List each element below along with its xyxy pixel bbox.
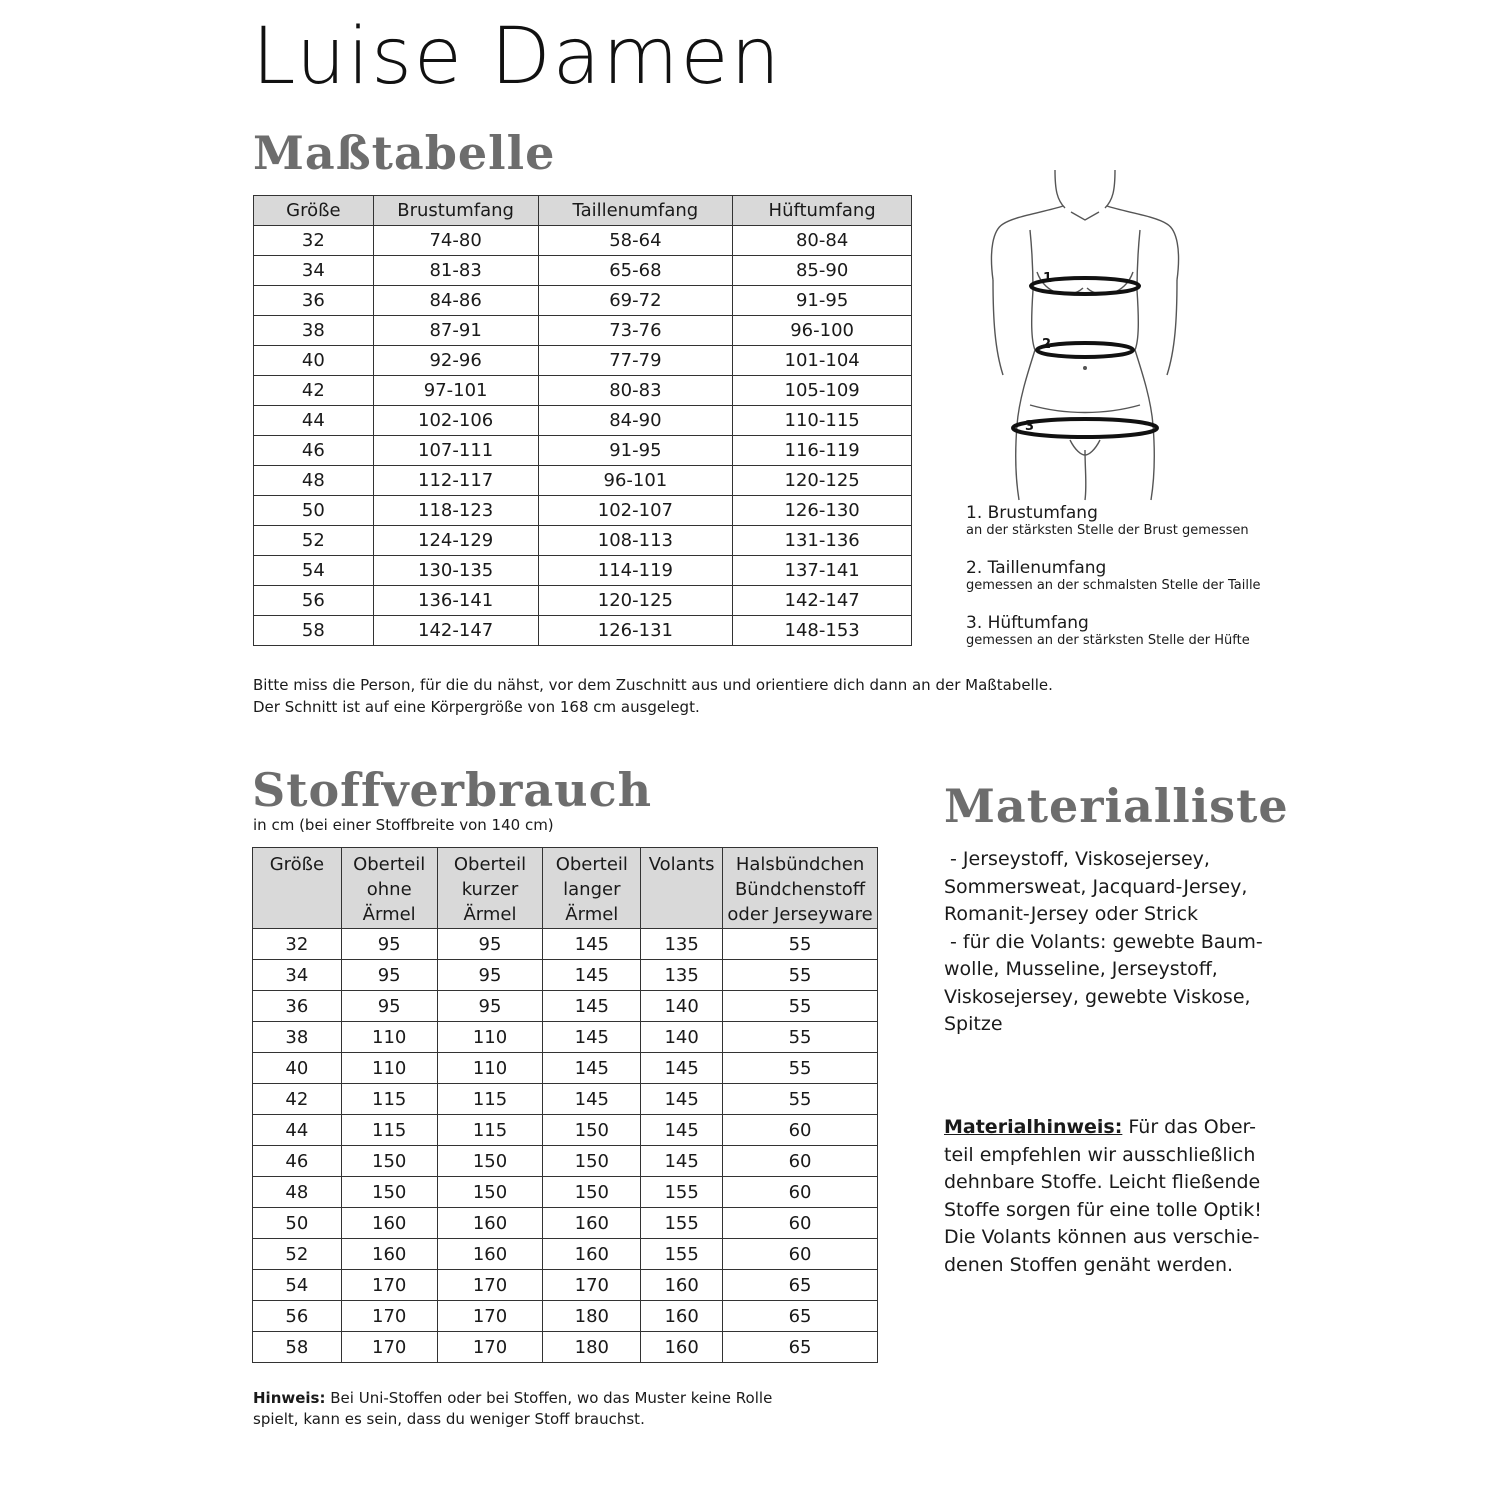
table-cell: 105-109 (733, 376, 912, 406)
table-cell: 38 (253, 1022, 342, 1053)
materials-hint (944, 1114, 1262, 1279)
table-cell: 140 (641, 1022, 723, 1053)
table-row (254, 256, 912, 286)
table-cell: 155 (641, 1208, 723, 1239)
table-cell: 150 (543, 1146, 641, 1177)
table-cell: 120-125 (733, 466, 912, 496)
table-cell: 55 (723, 960, 878, 991)
table-cell: 160 (641, 1270, 723, 1301)
table-cell: 145 (543, 960, 641, 991)
table-cell: 148-153 (733, 616, 912, 646)
table-row (254, 436, 912, 466)
table-cell: 48 (253, 1177, 342, 1208)
table-cell: 69-72 (538, 286, 733, 316)
table-cell: 60 (723, 1239, 878, 1270)
table-cell: 115 (437, 1115, 543, 1146)
column-header: Brustumfang (373, 196, 538, 226)
material-line: wolle, Musseline, Jerseystoff, (944, 958, 1218, 980)
column-header: Oberteil langer Ärmel (543, 848, 641, 929)
table-cell: 80-83 (538, 376, 733, 406)
marker-1: 1 (1043, 271, 1053, 286)
table-cell: 160 (543, 1208, 641, 1239)
fabric-header-row (253, 848, 878, 929)
table-cell: 142-147 (733, 586, 912, 616)
table-cell: 145 (641, 1084, 723, 1115)
table-cell: 52 (253, 1239, 342, 1270)
legend-item-waist: 2. Taillenumfang gemessen an der schmalsten Stelle der Taille (966, 558, 1261, 593)
table-cell: 54 (254, 556, 374, 586)
table-cell: 131-136 (733, 526, 912, 556)
material-line: Spitze (944, 1013, 1003, 1035)
table-cell: 140 (641, 991, 723, 1022)
table-cell: 142-147 (373, 616, 538, 646)
column-header: Taillenumfang (538, 196, 733, 226)
material-line: Romanit-Jersey oder Strick (944, 903, 1199, 925)
table-row (254, 286, 912, 316)
fabric-table (252, 847, 878, 1363)
table-cell: 145 (543, 929, 641, 960)
table-cell: 50 (253, 1208, 342, 1239)
material-hint-label: Materialhinweis: (944, 1116, 1123, 1138)
table-cell: 170 (437, 1301, 543, 1332)
table-cell: 160 (543, 1239, 641, 1270)
material-hint-line: teil empfehlen wir ausschließlich (944, 1143, 1256, 1166)
table-cell: 95 (437, 991, 543, 1022)
material-line: Sommersweat, Jacquard-Jersey, (944, 875, 1248, 898)
table-cell: 95 (341, 960, 437, 991)
body-measurement-figure (975, 160, 1195, 505)
column-header: Halsbündchen Bündchenstoff oder Jerseyware (723, 848, 878, 929)
table-cell: 114-119 (538, 556, 733, 586)
materials-list (944, 846, 1263, 1039)
hip-line (1013, 419, 1157, 437)
table-cell: 77-79 (538, 346, 733, 376)
table-row (253, 960, 878, 991)
table-row (254, 616, 912, 646)
table-cell: 110 (341, 1053, 437, 1084)
page-title: Luise Damen (252, 12, 782, 102)
table-row (253, 991, 878, 1022)
table-cell: 115 (341, 1084, 437, 1115)
table-cell: 110 (437, 1053, 543, 1084)
table-cell: 65 (723, 1270, 878, 1301)
table-cell: 56 (254, 586, 374, 616)
table-cell: 170 (341, 1301, 437, 1332)
table-cell: 102-106 (373, 406, 538, 436)
table-cell: 84-90 (538, 406, 733, 436)
material-line: - für die Volants: gewebte Baum- (944, 930, 1263, 953)
table-cell: 55 (723, 1053, 878, 1084)
table-cell: 46 (254, 436, 374, 466)
table-cell: 60 (723, 1146, 878, 1177)
table-cell: 180 (543, 1332, 641, 1363)
table-cell: 55 (723, 991, 878, 1022)
table-cell: 55 (723, 929, 878, 960)
table-cell: 135 (641, 929, 723, 960)
table-cell: 56 (253, 1301, 342, 1332)
table-cell: 110 (341, 1022, 437, 1053)
table-cell: 95 (437, 960, 543, 991)
table-row (253, 1022, 878, 1053)
table-cell: 155 (641, 1239, 723, 1270)
table-cell: 65 (723, 1332, 878, 1363)
table-cell: 55 (723, 1084, 878, 1115)
material-hint-line (944, 1114, 1262, 1142)
table-cell: 160 (437, 1208, 543, 1239)
material-hint-line: dehnbare Stoffe. Leicht fließende (944, 1171, 1261, 1193)
table-cell: 84-86 (373, 286, 538, 316)
table-cell: 36 (253, 991, 342, 1022)
marker-3: 3 (1025, 419, 1035, 434)
table-cell: 32 (254, 226, 374, 256)
table-row (253, 1146, 878, 1177)
fabric-subheading: in cm (bei einer Stoffbreite von 140 cm) (253, 816, 554, 834)
material-hint-line: denen Stoffen genäht werden. (944, 1253, 1234, 1276)
table-cell: 92-96 (373, 346, 538, 376)
table-cell: 91-95 (733, 286, 912, 316)
column-header: Oberteil ohne Ärmel (341, 848, 437, 929)
table-cell: 160 (341, 1208, 437, 1239)
fabric-hint-text: Bei Uni-Stoffen oder bei Stoffen, wo das Muster keine Rolle spielt, kann es sein, dass du weniger Stoff brauchst. (253, 1389, 773, 1428)
table-cell: 60 (723, 1177, 878, 1208)
table-cell: 150 (341, 1146, 437, 1177)
table-cell: 73-76 (538, 316, 733, 346)
table-row (254, 406, 912, 436)
table-cell: 97-101 (373, 376, 538, 406)
table-row (253, 1115, 878, 1146)
table-cell: 150 (437, 1177, 543, 1208)
size-chart-header-row (254, 196, 912, 226)
table-cell: 108-113 (538, 526, 733, 556)
table-row (253, 929, 878, 960)
table-cell: 85-90 (733, 256, 912, 286)
table-cell: 38 (254, 316, 374, 346)
table-cell: 44 (254, 406, 374, 436)
table-cell: 96-100 (733, 316, 912, 346)
table-cell: 102-107 (538, 496, 733, 526)
table-row (254, 466, 912, 496)
column-header: Größe (254, 196, 374, 226)
table-cell: 145 (641, 1115, 723, 1146)
size-chart-heading: Maßtabelle (253, 126, 556, 180)
table-cell: 34 (254, 256, 374, 286)
table-cell: 145 (641, 1146, 723, 1177)
table-cell: 101-104 (733, 346, 912, 376)
table-cell: 48 (254, 466, 374, 496)
table-cell: 54 (253, 1270, 342, 1301)
table-cell: 160 (437, 1239, 543, 1270)
table-row (254, 526, 912, 556)
table-cell: 60 (723, 1208, 878, 1239)
table-cell: 110 (437, 1022, 543, 1053)
table-cell: 145 (543, 991, 641, 1022)
column-header: Hüftumfang (733, 196, 912, 226)
table-cell: 155 (641, 1177, 723, 1208)
table-cell: 145 (543, 1022, 641, 1053)
size-chart-note-1: Bitte miss die Person, für die du nähst, vor dem Zuschnitt aus und orientiere dich dann an der Maßtabelle. (253, 676, 1053, 694)
table-cell: 116-119 (733, 436, 912, 466)
size-chart-table (253, 195, 912, 646)
table-cell: 40 (254, 346, 374, 376)
table-row (253, 1208, 878, 1239)
marker-2: 2 (1042, 337, 1052, 352)
table-cell: 120-125 (538, 586, 733, 616)
table-cell: 55 (723, 1022, 878, 1053)
table-row (253, 1053, 878, 1084)
table-cell: 95 (341, 929, 437, 960)
table-cell: 65-68 (538, 256, 733, 286)
table-row (253, 1332, 878, 1363)
table-cell: 110-115 (733, 406, 912, 436)
table-cell: 170 (543, 1270, 641, 1301)
table-cell: 145 (543, 1053, 641, 1084)
table-cell: 60 (723, 1115, 878, 1146)
table-cell: 81-83 (373, 256, 538, 286)
table-row (253, 1270, 878, 1301)
table-cell: 160 (341, 1239, 437, 1270)
table-cell: 137-141 (733, 556, 912, 586)
table-cell: 96-101 (538, 466, 733, 496)
materials-heading: Materialliste (944, 779, 1289, 833)
column-header: Oberteil kurzer Ärmel (437, 848, 543, 929)
table-cell: 44 (253, 1115, 342, 1146)
table-cell: 87-91 (373, 316, 538, 346)
table-row (253, 1177, 878, 1208)
table-row (253, 1301, 878, 1332)
table-cell: 91-95 (538, 436, 733, 466)
column-header: Volants (641, 848, 723, 929)
table-cell: 32 (253, 929, 342, 960)
table-row (254, 376, 912, 406)
waist-line (1037, 343, 1133, 357)
table-cell: 50 (254, 496, 374, 526)
table-cell: 58-64 (538, 226, 733, 256)
table-cell: 170 (341, 1332, 437, 1363)
table-cell: 150 (341, 1177, 437, 1208)
size-chart-note-2: Der Schnitt ist auf eine Körpergröße von 168 cm ausgelegt. (253, 698, 700, 716)
table-cell: 118-123 (373, 496, 538, 526)
table-row (254, 496, 912, 526)
table-cell: 46 (253, 1146, 342, 1177)
column-header: Größe (253, 848, 342, 929)
table-cell: 115 (341, 1115, 437, 1146)
table-cell: 36 (254, 286, 374, 316)
table-cell: 42 (253, 1084, 342, 1115)
table-cell: 58 (254, 616, 374, 646)
table-row (254, 346, 912, 376)
table-cell: 170 (341, 1270, 437, 1301)
table-cell: 136-141 (373, 586, 538, 616)
legend-item-hip: 3. Hüftumfang gemessen an der stärksten Stelle der Hüfte (966, 613, 1250, 648)
table-cell: 160 (641, 1301, 723, 1332)
table-row (254, 316, 912, 346)
table-cell: 135 (641, 960, 723, 991)
table-cell: 107-111 (373, 436, 538, 466)
table-row (254, 586, 912, 616)
table-cell: 150 (437, 1146, 543, 1177)
table-cell: 95 (437, 929, 543, 960)
table-cell: 170 (437, 1270, 543, 1301)
table-cell: 58 (253, 1332, 342, 1363)
fabric-heading: Stoffverbrauch (252, 763, 653, 817)
table-cell: 80-84 (733, 226, 912, 256)
table-cell: 145 (641, 1053, 723, 1084)
table-cell: 115 (437, 1084, 543, 1115)
material-hint-line: Stoffe sorgen für eine tolle Optik! (944, 1198, 1262, 1221)
table-cell: 40 (253, 1053, 342, 1084)
table-cell: 130-135 (373, 556, 538, 586)
fabric-hint-label: Hinweis: (253, 1389, 326, 1407)
table-cell: 74-80 (373, 226, 538, 256)
table-row (253, 1084, 878, 1115)
table-row (254, 226, 912, 256)
table-row (253, 1239, 878, 1270)
material-hint-text: Für das Ober- (1122, 1116, 1256, 1138)
table-cell: 126-131 (538, 616, 733, 646)
table-cell: 145 (543, 1084, 641, 1115)
material-line: Viskosejersey, gewebte Viskose, (944, 985, 1251, 1008)
table-cell: 34 (253, 960, 342, 991)
table-cell: 170 (437, 1332, 543, 1363)
legend-item-bust: 1. Brustumfang an der stärksten Stelle der Brust gemessen (966, 503, 1249, 538)
table-cell: 52 (254, 526, 374, 556)
material-hint-line: Die Volants können aus verschie- (944, 1226, 1260, 1248)
table-cell: 150 (543, 1115, 641, 1146)
table-cell: 150 (543, 1177, 641, 1208)
table-cell: 180 (543, 1301, 641, 1332)
material-line: - Jerseystoff, Viskosejersey, (944, 848, 1210, 870)
table-cell: 42 (254, 376, 374, 406)
table-cell: 124-129 (373, 526, 538, 556)
table-cell: 126-130 (733, 496, 912, 526)
fabric-hint (253, 1388, 813, 1430)
table-cell: 65 (723, 1301, 878, 1332)
table-cell: 112-117 (373, 466, 538, 496)
table-cell: 95 (341, 991, 437, 1022)
table-row (254, 556, 912, 586)
table-cell: 160 (641, 1332, 723, 1363)
